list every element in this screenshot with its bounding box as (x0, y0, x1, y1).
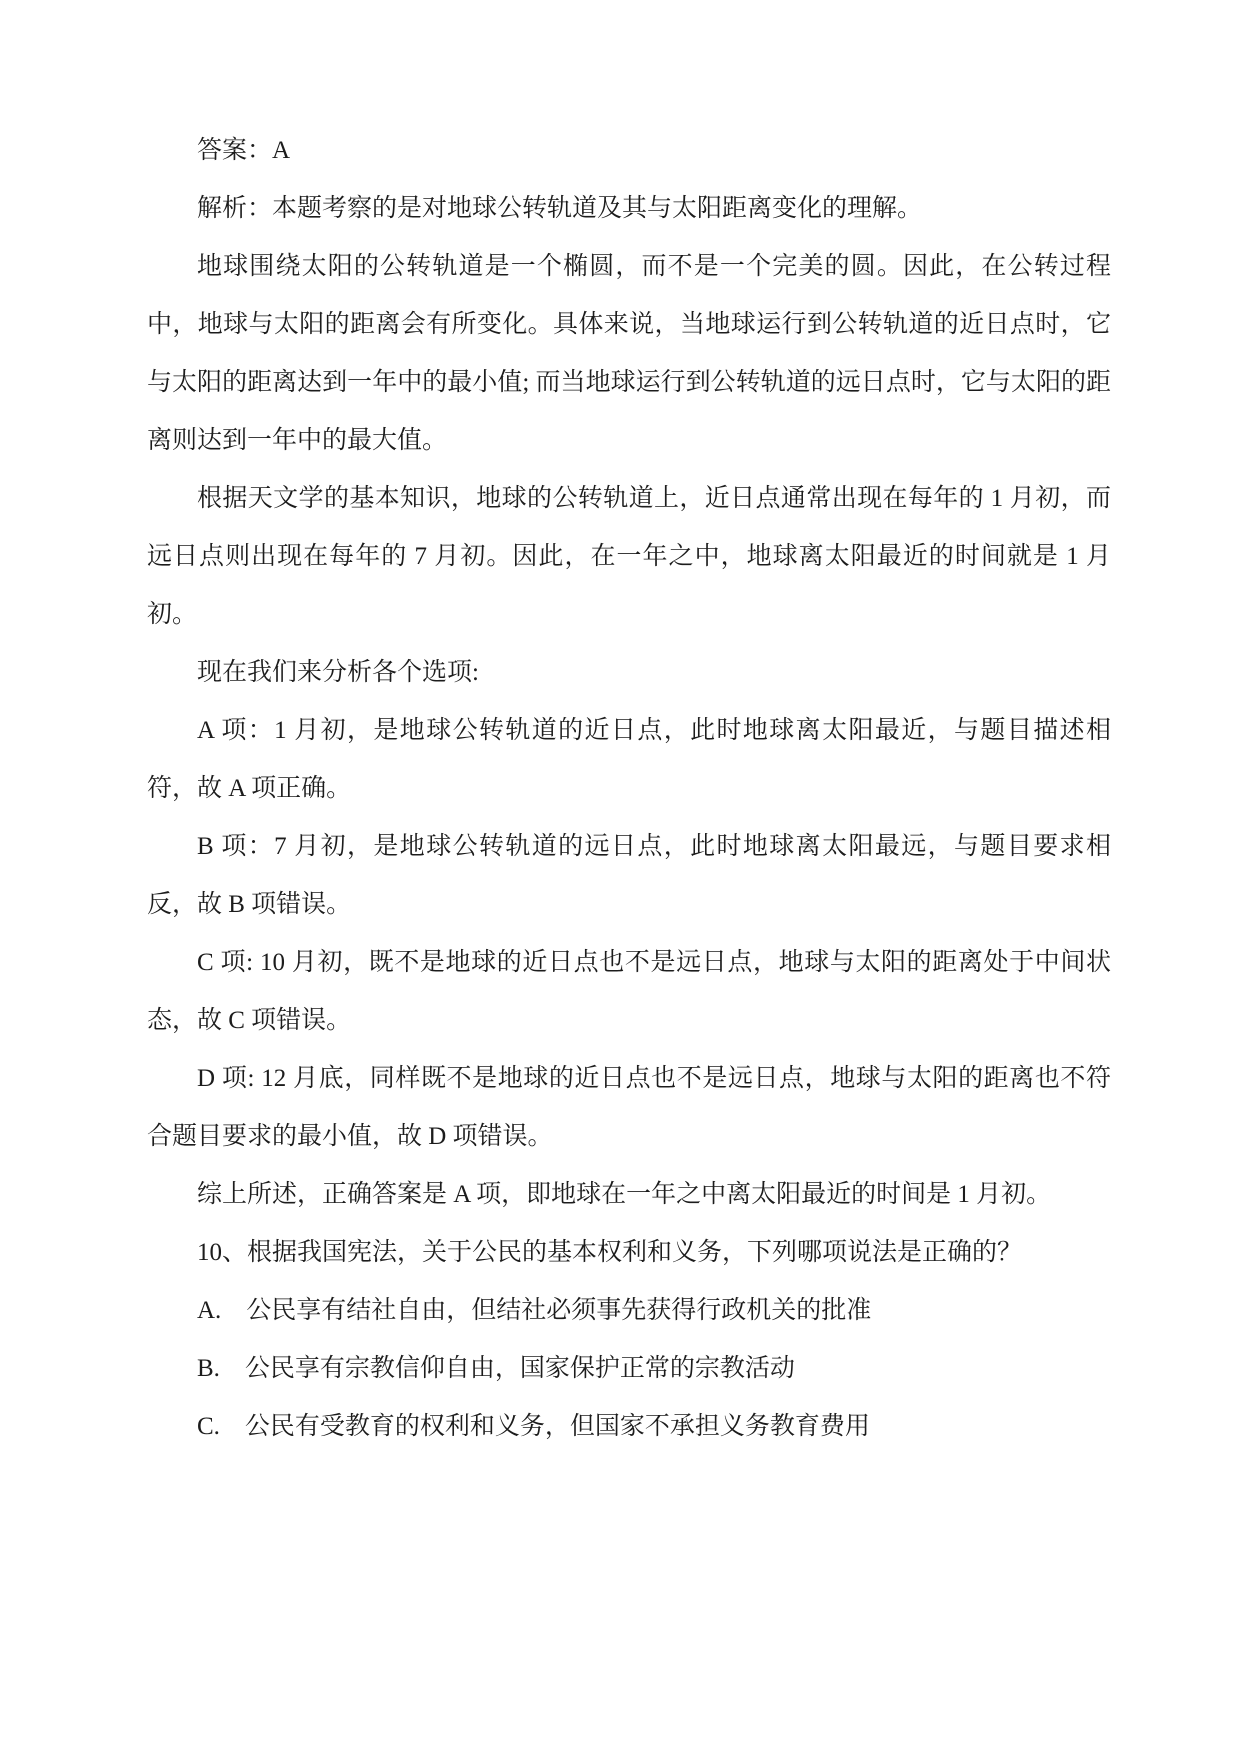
paragraph: A 项：1 月初，是地球公转轨道的近日点，此时地球离太阳最近，与题目描述相符，故 A 项正确。 (147, 717, 1111, 802)
paragraph: D 项: 12 月底，同样既不是地球的近日点也不是远日点，地球与太阳的距离也不符合题目要求的最小值，故 D 项错误。 (147, 1065, 1111, 1150)
paragraph: 根据天文学的基本知识，地球的公转轨道上，近日点通常出现在每年的 1 月初，而远日点则出现在每年的 7 月初。因此，在一年之中，地球离太阳最近的时间就是 1 月初。 (147, 485, 1111, 628)
paragraph: 综上所述，正确答案是 A 项，即地球在一年之中离太阳最近的时间是 1 月初。 (197, 1181, 1052, 1208)
paragraph: 地球围绕太阳的公转轨道是一个椭圆，而不是一个完美的圆。因此，在公转过程中，地球与太阳的距离会有所变化。具体来说，当地球运行到公转轨道的近日点时，它与太阳的距离达到一年中的最小值; 而当地球运行到公转轨道的远日点时，它与太阳的距离则达到一年中的最大值。 (147, 253, 1111, 454)
paragraph: 答案：A (197, 137, 291, 164)
paragraph: 解析：本题考察的是对地球公转轨道及其与太阳距离变化的理解。 (197, 195, 923, 222)
paragraph: 10、根据我国宪法，关于公民的基本权利和义务，下列哪项说法是正确的？ (197, 1239, 1023, 1266)
paragraph: C. 公民有受教育的权利和义务，但国家不承担义务教育费用 (197, 1413, 870, 1440)
paragraph: A. 公民享有结社自由，但结社必须事先获得行政机关的批准 (197, 1297, 872, 1324)
paragraph: B 项：7 月初，是地球公转轨道的远日点，此时地球离太阳最远，与题目要求相反，故 B 项错误。 (147, 833, 1111, 918)
paragraph: 现在我们来分析各个选项: (197, 659, 479, 686)
paragraph: B. 公民享有宗教信仰自由，国家保护正常的宗教活动 (197, 1355, 795, 1382)
document-content (147, 122, 1111, 1456)
paragraph: C 项: 10 月初，既不是地球的近日点也不是远日点，地球与太阳的距离处于中间状态，故 C 项错误。 (147, 949, 1111, 1034)
